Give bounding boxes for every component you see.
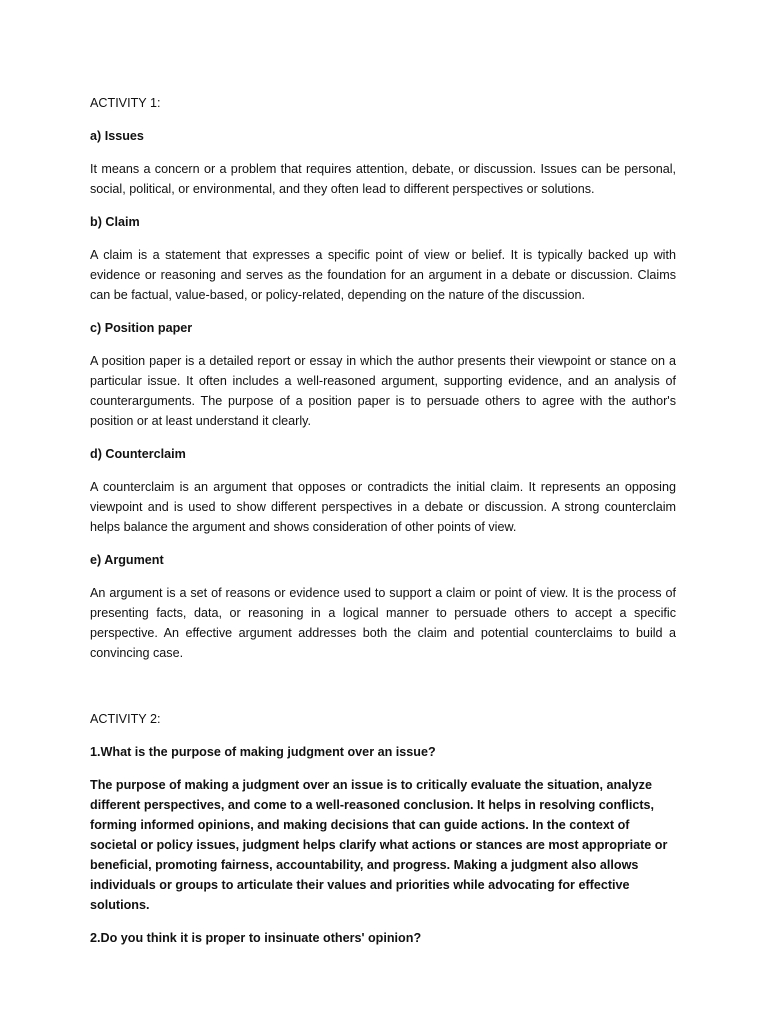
item-argument-text: An argument is a set of reasons or evidence used to support a claim or point of view. It is the process of presenting facts, data, or reasoning in a logical manner to persuade others to accept a specific perspective. An effective argument addresses both the claim and potential counterclaims to build a convincing case. (90, 586, 676, 660)
item-position-paper-heading: c) Position paper (90, 321, 193, 335)
item-counterclaim-heading: d) Counterclaim (90, 447, 186, 461)
item-issues-heading: a) Issues (90, 129, 144, 143)
item-argument-heading: e) Argument (90, 553, 164, 567)
activity-1-title: ACTIVITY 1: (90, 96, 161, 110)
item-claim-heading: b) Claim (90, 215, 140, 229)
question-1: 1.What is the purpose of making judgment over an issue? (90, 745, 436, 759)
activity-2-title: ACTIVITY 2: (90, 712, 161, 726)
item-issues-text: It means a concern or a problem that requires attention, debate, or discussion. Issues can be personal, social, political, or environmental, and they often lead to different perspectives or solutions. (90, 162, 676, 196)
item-counterclaim-text: A counterclaim is an argument that opposes or contradicts the initial claim. It represents an opposing viewpoint and is used to show different perspectives in a debate or discussion. A strong counterclaim helps balance the argument and shows consideration of other points of view. (90, 480, 676, 534)
item-position-paper-text: A position paper is a detailed report or essay in which the author presents their viewpoint or stance on a particular issue. It often includes a well-reasoned argument, supporting evidence, and an analysis of counterarguments. The purpose of a position paper is to persuade others to agree with the author's position or at least understand it clearly. (90, 354, 676, 428)
document-page (90, 93, 676, 961)
item-claim-text: A claim is a statement that expresses a specific point of view or belief. It is typically backed up with evidence or reasoning and serves as the foundation for an argument in a debate or discussion. Claims can be factual, value-based, or policy-related, depending on the nature of the discussion. (90, 248, 676, 302)
question-2: 2.Do you think it is proper to insinuate others' opinion? (90, 931, 422, 945)
answer-1: The purpose of making a judgment over an issue is to critically evaluate the situation, analyze different perspectives, and come to a well-reasoned conclusion. It helps in resolving conflicts, forming informed opinions, and making decisions that can guide actions. In the context of societal or policy issues, judgment helps clarify what actions or stances are most appropriate or beneficial, promoting fairness, accountability, and progress. Making a judgment also allows individuals or groups to articulate their values and priorities while advocating for effective solutions. (90, 778, 668, 912)
